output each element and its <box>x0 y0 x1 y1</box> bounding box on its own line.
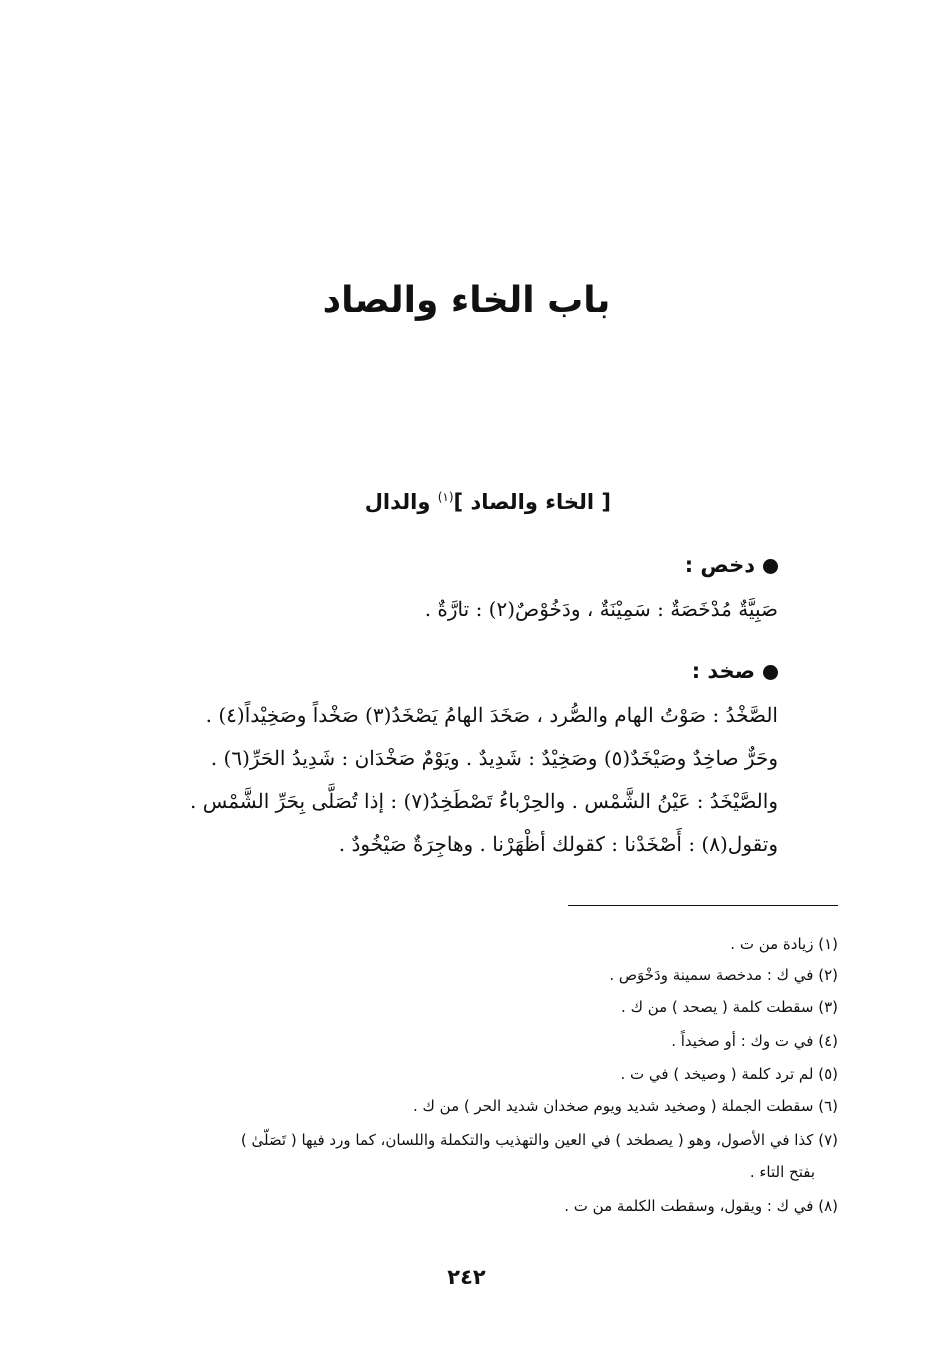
entry-head-label: دخص : <box>684 553 755 577</box>
footnote: (٣) سقطت كلمة ( يصحد ) من ك . <box>621 998 838 1016</box>
entry-text-line: وحَرٌّ صاخِدٌ وصَيْخَدٌ(٥) وصَخِيْدٌ : شَدِيدٌ . ويَوْمٌ صَخْدَان : شَدِيدُ الحَرِّ(٦) . <box>210 746 778 770</box>
entry-head <box>692 659 778 683</box>
entry-text-line: والصَّيْخَدُ : عَيْنُ الشَّمْس . والحِرْباءُ تَصْطَخِدُ(٧) : إذا تُصَلَّى بِحَرِّ الشَّمْس . <box>189 789 778 813</box>
footnote-continuation: بفتح التاء . <box>749 1163 815 1181</box>
footnote: (٢) في ك : مدخصة سمينة ودَخْوَص . <box>609 966 838 984</box>
chapter-title: باب الخاء والصاد <box>322 280 611 321</box>
footnote: (٧) كذا في الأصول، وهو ( يصطخد ) في العين والتهذيب والتكملة واللسان، كما ورد فيها ( تَصَلّىٰ ) <box>240 1131 838 1149</box>
page-number: ٢٤٢ <box>447 1265 486 1289</box>
footnote: (٦) سقطت الجملة ( وصخيد شديد ويوم صخدان شديد الحر ) من ك . <box>412 1097 838 1115</box>
entry-text-line: الصَّخْدُ : صَوْتُ الهام والصُّرد ، صَخَدَ الهامُ يَصْخَدُ(٣) صَخْداً وصَخِيْداً(٤) . <box>205 703 778 727</box>
entry-text-line: صَبِيَّةٌ مُدْخَصَةٌ : سَمِيْنَةٌ ، ودَخُوْصٌ(٢) : تارَّةٌ . <box>424 597 778 621</box>
entry-head <box>685 553 778 577</box>
footnote: (٥) لم ترد كلمة ( وصيخد ) في ت . <box>620 1065 838 1083</box>
section-heading-bracketed: [ الخاء والصاد ] <box>453 490 611 514</box>
footnote: (١) زيادة من ت . <box>730 935 838 953</box>
section-heading <box>365 490 611 514</box>
section-heading-rest: والدال <box>364 490 438 514</box>
entry-text-line: وتقول(٨) : أَصْخَدْنا : كقولك أظْهَرْنا . وهاجِرَةٌ صَيْخُودٌ . <box>338 832 778 856</box>
bullet-icon <box>763 559 778 574</box>
footnote-ref: (١) <box>437 490 454 504</box>
bullet-icon <box>763 665 778 680</box>
footnote: (٨) في ك : ويقول، وسقطت الكلمة من ت . <box>564 1197 838 1215</box>
footnote-divider <box>568 905 838 906</box>
entry-head-label: صخد : <box>691 659 755 683</box>
footnote: (٤) في ت وك : أو صخيداً . <box>671 1032 838 1050</box>
